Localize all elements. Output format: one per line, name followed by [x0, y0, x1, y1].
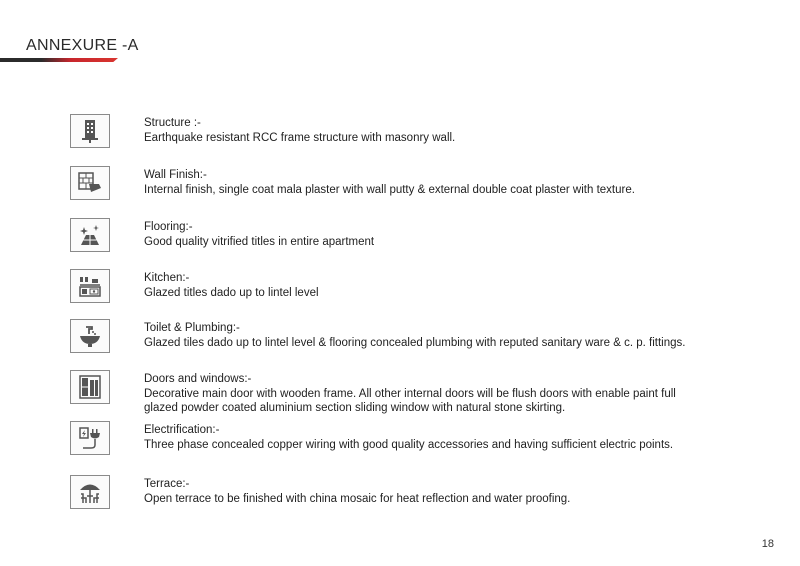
title-underline [0, 58, 118, 62]
spec-description: Internal finish, single coat mala plaster with wall putty & external double coat plaster with texture. [144, 183, 635, 196]
spec-description: Glazed titles dado up to lintel level [144, 286, 319, 299]
page-number: 18 [761, 538, 774, 550]
spec-title: Structure :- [144, 117, 201, 129]
electric-plug-icon [70, 421, 110, 455]
spec-description: Glazed tiles dado up to lintel level & flooring concealed plumbing with reputed sanitary ware & c. p. fittings. [144, 336, 686, 349]
spec-title: Electrification:- [144, 424, 220, 436]
spec-description: Good quality vitrified titles in entire apartment [144, 235, 375, 248]
spec-title: Flooring:- [144, 221, 193, 233]
spec-description: Decorative main door with wooden frame. All other internal doors will be flush doors with enable paint full glazed powder coated aluminium section sliding window with natural stone skirting. [144, 387, 676, 414]
spec-title: Terrace:- [144, 478, 190, 490]
spec-title: Wall Finish:- [144, 169, 207, 181]
spec-title: Kitchen:- [144, 272, 190, 284]
wall-finish-icon [70, 166, 110, 200]
page-title: ANNEXURE -A [26, 37, 139, 54]
building-structure-icon [70, 114, 110, 148]
spec-description: Open terrace to be finished with china mosaic for heat reflection and water proofing. [144, 492, 571, 505]
spec-description: Three phase concealed copper wiring with good quality accessories and having sufficient electric points. [144, 438, 674, 451]
window-door-icon [70, 370, 110, 404]
flooring-icon [70, 218, 110, 252]
spec-description: Earthquake resistant RCC frame structure with masonry wall. [144, 131, 456, 144]
sink-faucet-icon [70, 319, 110, 353]
terrace-umbrella-icon [70, 475, 110, 509]
spec-title: Toilet & Plumbing:- [144, 322, 240, 334]
spec-title: Doors and windows:- [144, 373, 252, 385]
kitchen-icon [70, 269, 110, 303]
